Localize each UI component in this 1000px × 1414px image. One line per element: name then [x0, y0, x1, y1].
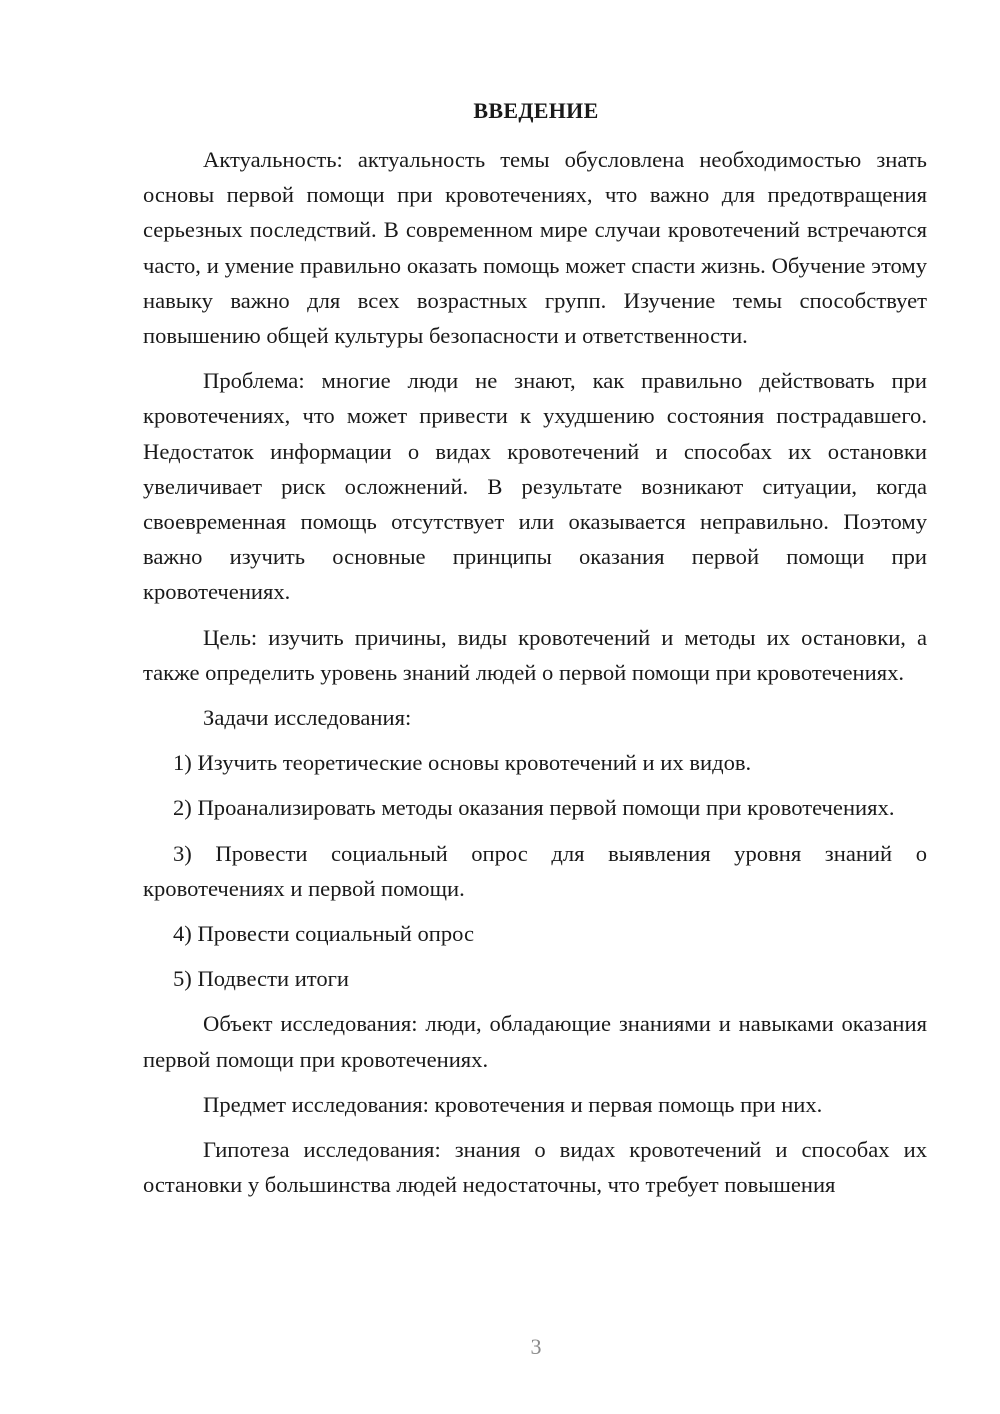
task-item: 3) Провести социальный опрос для выявления уровня знаний о кровотечениях и первой помощи.: [143, 840, 927, 901]
task-item: 4) Провести социальный опрос: [173, 921, 475, 947]
section-heading: ВВЕДЕНИЕ: [473, 98, 599, 123]
paragraph-tasks-title: Задачи исследования:: [203, 705, 412, 731]
paragraph-object: Объект исследования: люди, обладающие знаниями и навыками оказания первой помощи при кровотечениях.: [143, 1011, 927, 1072]
paragraph-hypothesis: Гипотеза исследования: знания о видах кровотечений и способах их остановки у большинства людей недостаточны, что требует повышения: [143, 1137, 927, 1198]
paragraph-problem: Проблема: многие люди не знают, как правильно действовать при кровотечениях, что может привести к ухудшению состояния пострадавшего. Недостаток информации о видах кровотечений и способах их остановки увеличивает риск осложнений. В результате возникают ситуации, когда своевременная помощь отсутствует или оказывается неправильно. Поэтому важно изучить основные принципы оказания первой помощи при кровотечениях.: [143, 368, 927, 605]
task-item: 5) Подвести итоги: [173, 966, 350, 992]
paragraph-goal: Цель: изучить причины, виды кровотечений и методы их остановки, а также определить уровень знаний людей о первой помощи при кровотечениях.: [143, 624, 927, 685]
task-item: 2) Проанализировать методы оказания первой помощи при кровотечениях.: [173, 795, 895, 821]
task-item: 1) Изучить теоретические основы кровотечений и их видов.: [173, 750, 752, 776]
paragraph-relevance: Актуальность: актуальность темы обусловлена необходимостью знать основы первой помощи при кровотечениях, что важно для предотвращения серьезных последствий. В современном мире случаи кровотечений встречаются часто, и умение правильно оказать помощь может спасти жизнь. Обучение этому навыку важно для всех возрастных групп. Изучение темы способствует повышению общей культуры безопасности и ответственности.: [143, 147, 927, 349]
body-text: [143, 142, 927, 1202]
page-number: 3: [530, 1334, 542, 1359]
paragraph-subject: Предмет исследования: кровотечения и первая помощь при них.: [203, 1091, 823, 1117]
